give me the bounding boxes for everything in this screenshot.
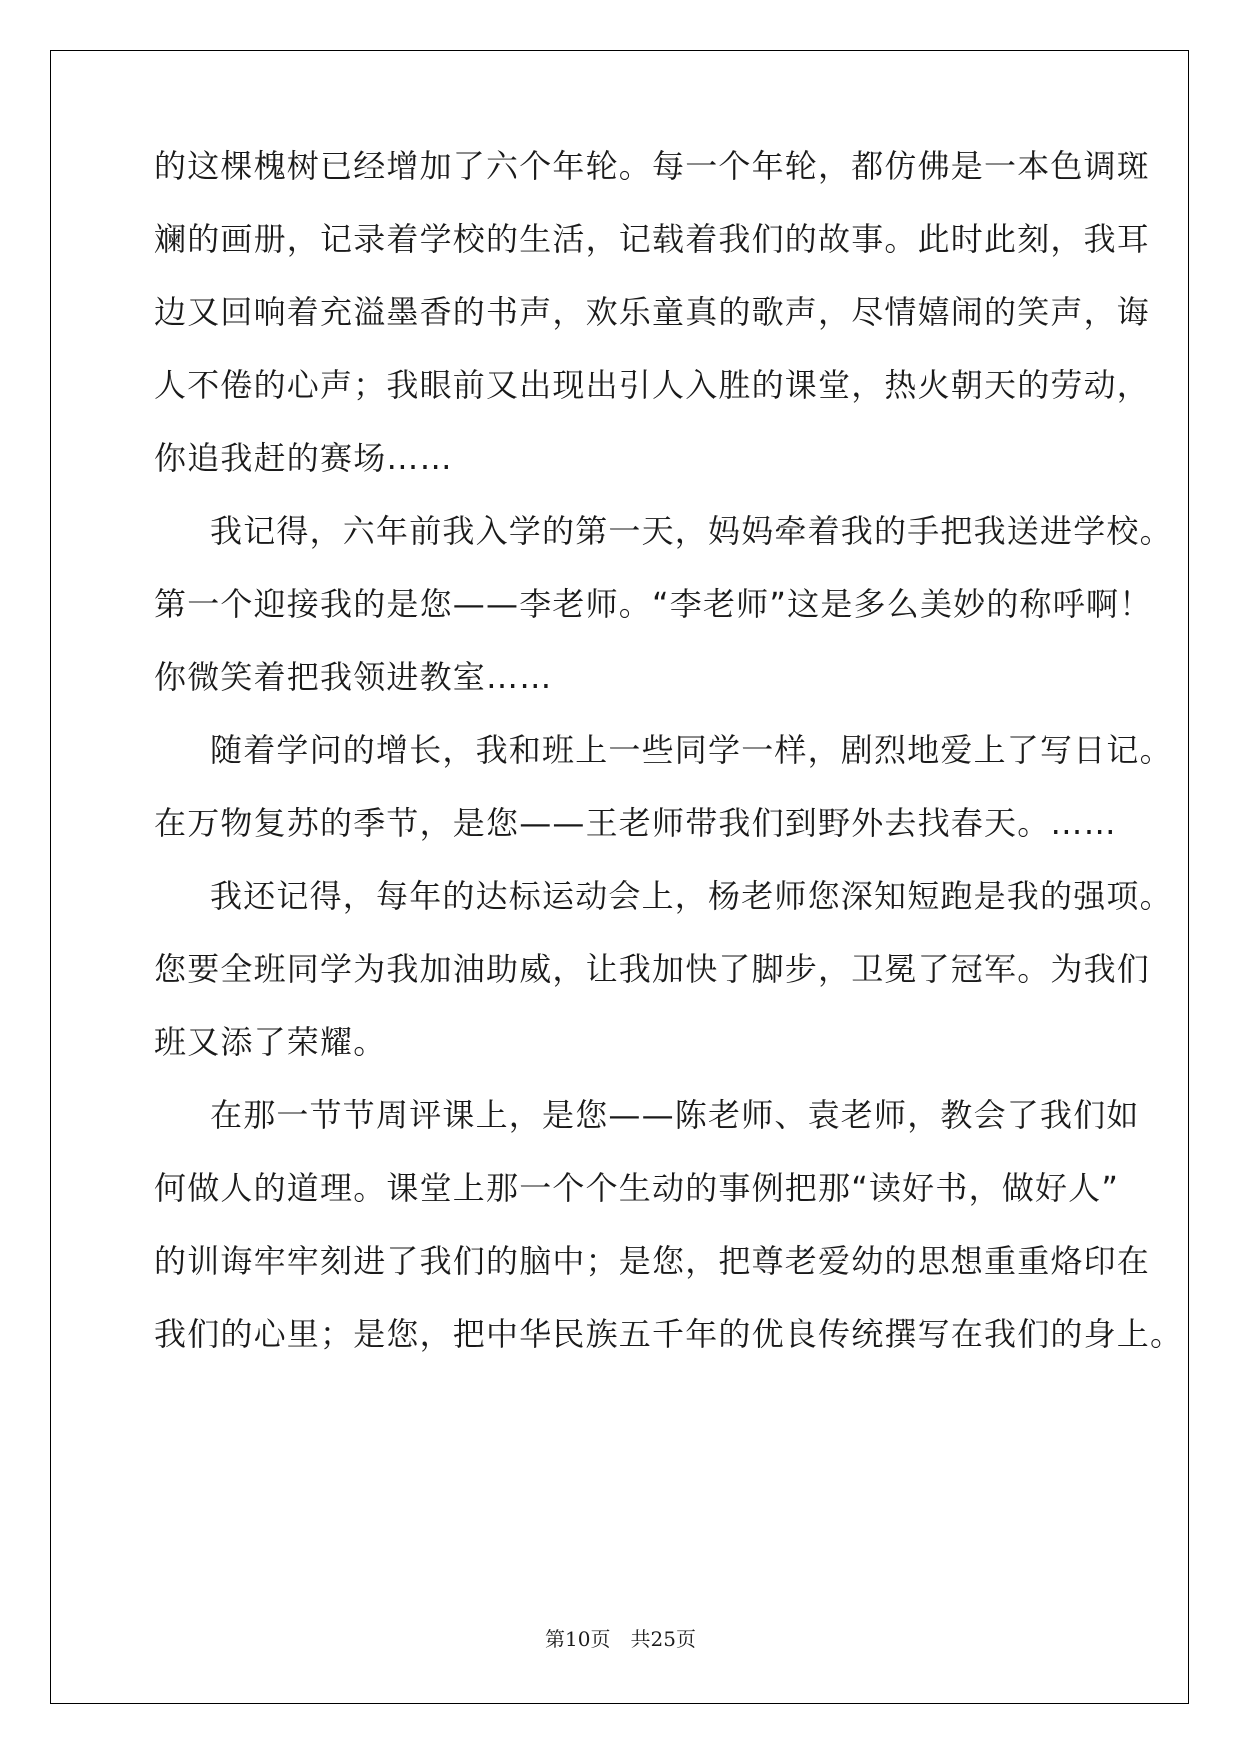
- text-line: 班又添了荣耀。: [154, 1023, 387, 1061]
- text-line: 在万物复苏的季节，是您——王老师带我们到野外去找春天。……: [154, 804, 1117, 842]
- text-line: 第一个迎接我的是您——李老师。“李老师”这是多么美妙的称呼啊！: [154, 585, 1153, 623]
- text-line: 你微笑着把我领进教室……: [154, 658, 553, 696]
- text-line: 边又回响着充溢墨香的书声，欢乐童真的歌声，尽情嬉闹的笑声，诲: [154, 293, 1151, 331]
- text-line: 的这棵槐树已经增加了六个年轮。每一个年轮，都仿佛是一本色调斑: [154, 147, 1151, 185]
- paragraph-first-line: 我记得，六年前我入学的第一天，妈妈牵着我的手把我送进学校。: [210, 512, 1173, 550]
- text-line: 何做人的道理。课堂上那一个个生动的事例把那“读好书，做好人”: [154, 1169, 1120, 1207]
- page-frame: [50, 50, 1189, 1704]
- text-line: 您要全班同学为我加油助威，让我加快了脚步，卫冕了冠军。为我们: [154, 950, 1151, 988]
- text-line: 你追我赶的赛场……: [154, 439, 453, 477]
- paragraph-first-line: 随着学问的增长，我和班上一些同学一样，剧烈地爱上了写日记。: [210, 731, 1173, 769]
- page-number-footer: 第10页 共25页: [545, 1627, 696, 1651]
- text-line: 我们的心里；是您，把中华民族五千年的优良传统撰写在我们的身上。: [154, 1315, 1184, 1353]
- text-line: 人不倦的心声；我眼前又出现出引人入胜的课堂，热火朝天的劳动，: [154, 366, 1151, 404]
- text-line: 斓的画册，记录着学校的生活，记载着我们的故事。此时此刻，我耳: [154, 220, 1151, 258]
- paragraph-first-line: 在那一节节周评课上，是您——陈老师、袁老师，教会了我们如: [210, 1096, 1140, 1134]
- paragraph-first-line: 我还记得，每年的达标运动会上，杨老师您深知短跑是我的强项。: [210, 877, 1173, 915]
- text-line: 的训诲牢牢刻进了我们的脑中；是您，把尊老爱幼的思想重重烙印在: [154, 1242, 1151, 1280]
